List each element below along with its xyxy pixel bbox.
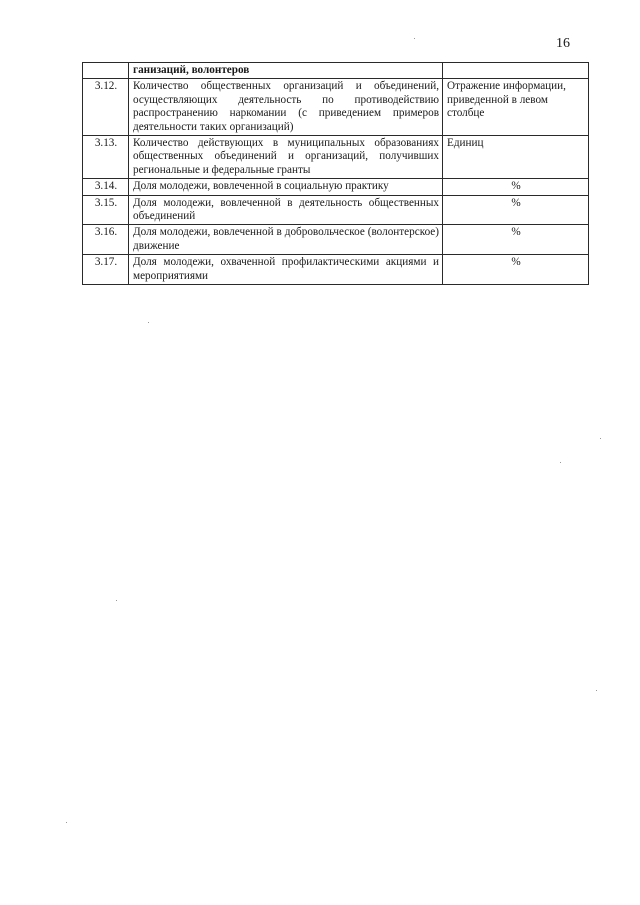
row-unit-cell: %	[443, 255, 589, 285]
row-unit-cell: %	[443, 179, 589, 195]
table-row	[83, 79, 589, 136]
page-number: 16	[556, 36, 570, 51]
scan-speck	[560, 462, 561, 463]
row-number-cell: 3.13.	[83, 136, 129, 179]
row-number-cell: 3.17.	[83, 255, 129, 285]
table-row	[83, 195, 589, 225]
row-number-cell: 3.12.	[83, 79, 129, 136]
row-name-cell: ганизаций, волонтеров	[129, 63, 443, 79]
row-unit-cell	[443, 63, 589, 79]
row-name-cell: Количество общественных организаций и объединений, осуществляющих деятельность по противодействию распространению наркомании (с приведением примеров деятельности таких организаций)	[129, 79, 443, 136]
row-number-cell: 3.15.	[83, 195, 129, 225]
indicators-table	[82, 62, 589, 285]
scan-speck	[600, 438, 601, 439]
table-row-continuation	[83, 63, 589, 79]
scan-speck	[148, 322, 149, 323]
row-number-cell: 3.14.	[83, 179, 129, 195]
table-row	[83, 136, 589, 179]
table-row	[83, 225, 589, 255]
row-unit-cell: Единиц	[443, 136, 589, 179]
scan-speck	[66, 822, 67, 823]
scan-speck	[414, 38, 415, 39]
row-name-cell: Доля молодежи, вовлеченной в добровольческое (волонтерское) движение	[129, 225, 443, 255]
row-number-cell: 3.16.	[83, 225, 129, 255]
row-name-cell: Количество действующих в муниципальных образованиях общественных объединений и организаций, получивших региональные и федеральные гранты	[129, 136, 443, 179]
row-name-cell: Доля молодежи, вовлеченной в социальную практику	[129, 179, 443, 195]
table-row	[83, 255, 589, 285]
row-unit-cell: %	[443, 225, 589, 255]
row-unit-cell: Отражение информации, приведенной в левом столбце	[443, 79, 589, 136]
row-unit-cell: %	[443, 195, 589, 225]
row-name-cell: Доля молодежи, охваченной профилактическими акциями и мероприятиями	[129, 255, 443, 285]
row-number-cell	[83, 63, 129, 79]
scan-speck	[596, 690, 597, 691]
table-row	[83, 179, 589, 195]
row-name-cell: Доля молодежи, вовлеченной в деятельность общественных объединений	[129, 195, 443, 225]
scan-speck	[116, 600, 117, 601]
